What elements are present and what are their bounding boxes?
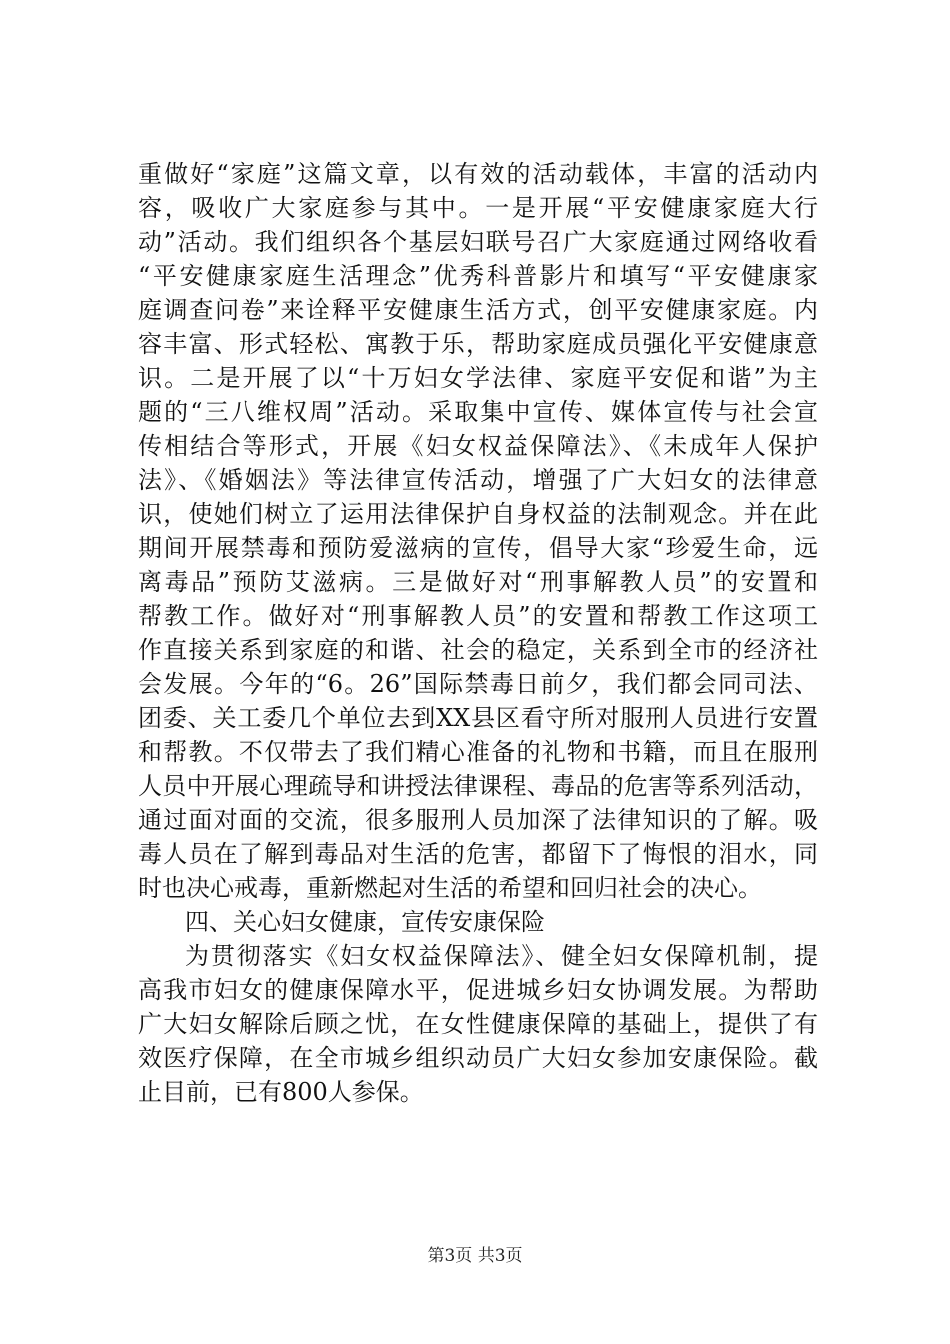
text-line: 人员中开展心理疏导和讲授法律课程、毒品的危害等系列活动，	[138, 772, 818, 800]
text-line: 为贯彻落实《妇女权益保障法》、健全妇女保障机制，提	[185, 942, 818, 970]
text-line: 作直接关系到家庭的和谐、社会的稳定，关系到全市的经济社	[138, 636, 818, 664]
text-line: 帮教工作。做好对“刑事解教人员”的安置和帮教工作这项工	[138, 602, 818, 630]
text-line: 容，吸收广大家庭参与其中。一是开展“平安健康家庭大行	[138, 194, 818, 222]
text-line: 庭调查问卷”来诠释平安健康生活方式，创平安健康家庭。内	[138, 296, 818, 324]
text-line: 高我市妇女的健康保障水平，促进城乡妇女协调发展。为帮助	[138, 976, 818, 1004]
text-line: 期间开展禁毒和预防爱滋病的宣传，倡导大家“珍爱生命，远	[138, 534, 818, 562]
text-line: 动”活动。我们组织各个基层妇联号召广大家庭通过网络收看	[138, 228, 818, 256]
text-line: 传相结合等形式，开展《妇女权益保障法》、《未成年人保护	[138, 432, 818, 460]
text-line: 重做好“家庭”这篇文章，以有效的活动载体，丰富的活动内	[138, 160, 818, 188]
paragraph-family-activities	[138, 157, 818, 905]
text-line: 容丰富、形式轻松、寓教于乐，帮助家庭成员强化平安健康意	[138, 330, 818, 358]
text-line: 会发展。今年的“6。26”国际禁毒日前夕，我们都会同司法、	[138, 670, 818, 698]
text-line: 通过面对面的交流，很多服刑人员加深了法律知识的了解。吸	[138, 806, 818, 834]
text-line: “平安健康家庭生活理念”优秀科普影片和填写“平安健康家	[138, 262, 818, 290]
text-line: 广大妇女解除后顾之忧，在女性健康保障的基础上，提供了有	[138, 1010, 818, 1038]
text-line: 时也决心戒毒，重新燃起对生活的希望和回归社会的决心。	[138, 874, 762, 902]
text-line: 法》、《婚姻法》等法律宣传活动，增强了广大妇女的法律意	[138, 466, 818, 494]
page-footer: 第3页 共3页	[427, 1246, 523, 1266]
text-line: 团委、关工委几个单位去到XX县区看守所对服刑人员进行安置	[138, 704, 818, 732]
paragraph-health-insurance	[138, 939, 818, 1109]
text-line: 止目前，已有800人参保。	[138, 1078, 424, 1106]
section-heading: 四、关心妇女健康，宣传安康保险	[185, 908, 545, 936]
text-line: 识。二是开展了以“十万妇女学法律、家庭平安促和谐”为主	[138, 364, 818, 392]
text-line: 识，使她们树立了运用法律保护自身权益的法制观念。并在此	[138, 500, 818, 528]
text-line: 题的“三八维权周”活动。采取集中宣传、媒体宣传与社会宣	[138, 398, 818, 426]
text-line: 和帮教。不仅带去了我们精心准备的礼物和书籍，而且在服刑	[138, 738, 818, 766]
text-line: 效医疗保障，在全市城乡组织动员广大妇女参加安康保险。截	[138, 1044, 818, 1072]
text-line: 毒人员在了解到毒品对生活的危害，都留下了悔恨的泪水，同	[138, 840, 818, 868]
text-line: 离毒品”预防艾滋病。三是做好对“刑事解教人员”的安置和	[138, 568, 818, 596]
document-body	[138, 157, 818, 1109]
